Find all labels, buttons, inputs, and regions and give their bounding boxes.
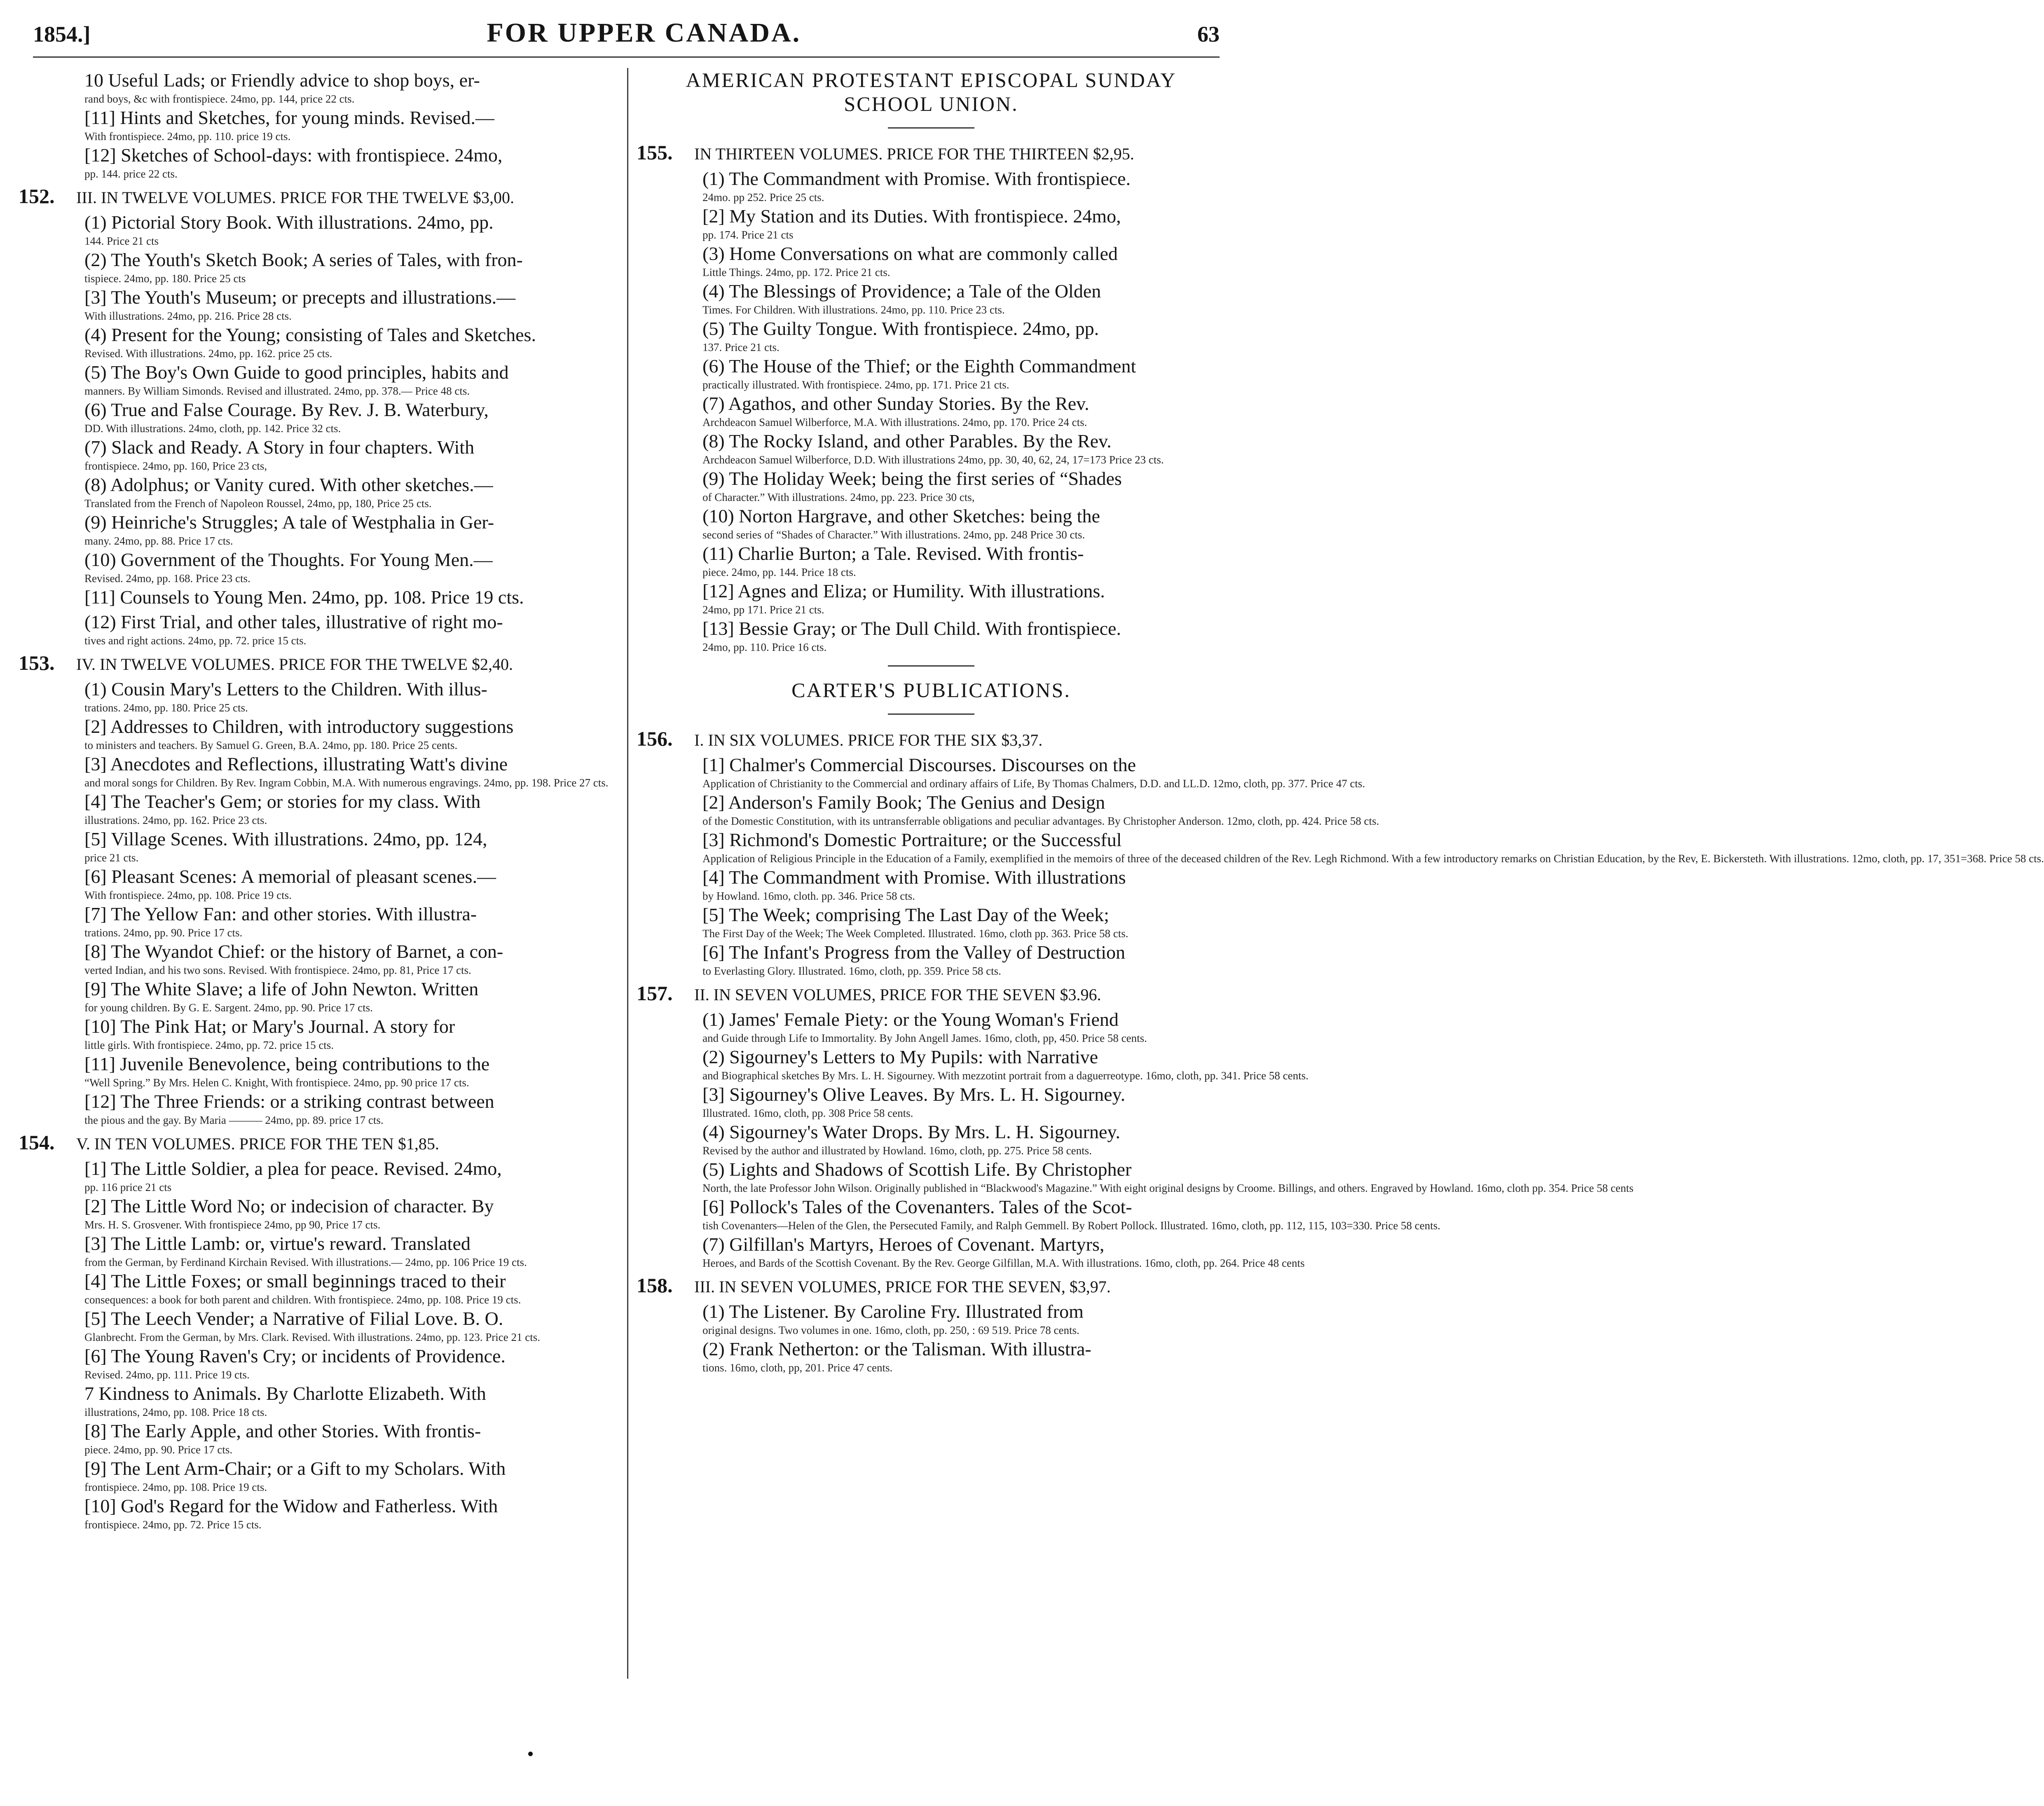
text-line: (2) Sigourney's Letters to My Pupils: with Narrative [702, 1046, 1098, 1067]
text-line: (12) First Trial, and other tales, illustrative of right mo- [84, 611, 503, 632]
column-divider [627, 68, 628, 1679]
text-line: [2] My Station and its Duties. With frontispiece. 24mo, [702, 206, 1121, 227]
text-line: [2] The Little Word No; or indecision of character. By [84, 1195, 494, 1216]
text-line: tives and right actions. 24mo, pp. 72. price 15 cts. [84, 634, 307, 647]
text-line: [3] The Youth's Museum; or precepts and illustrations.— [84, 287, 516, 308]
text-line: of Character.” With illustrations. 24mo, pp. 223. Price 30 cts, [702, 491, 975, 503]
section-title: III. IN SEVEN VOLUMES, PRICE FOR THE SEVEN, $3,97. [694, 1277, 1111, 1296]
text-line: [4] The Little Foxes; or small beginnings traced to their [84, 1270, 506, 1291]
horizontal-rule [888, 127, 974, 129]
section-number: 156. [637, 727, 673, 750]
text-line: [13] Bessie Gray; or The Dull Child. With frontispiece. [702, 618, 1121, 639]
text-line: (10) Norton Hargrave, and other Sketches: being the [702, 505, 1100, 526]
text-line: (8) Adolphus; or Vanity cured. With other sketches.— [84, 474, 493, 495]
text-line: (6) The House of the Thief; or the Eighth Commandment [702, 356, 1136, 377]
text-line: (1) Cousin Mary's Letters to the Children. With illus- [84, 678, 487, 699]
text-line: [8] The Early Apple, and other Stories. With frontis- [84, 1420, 481, 1441]
text-line: [2] Addresses to Children, with introductory suggestions [84, 716, 514, 737]
text-line: manners. By William Simonds. Revised and illustrated. 24mo, pp. 378.— Price 48 cts. [84, 385, 470, 397]
text-line: (10) Government of the Thoughts. For Young Men.— [84, 549, 493, 570]
text-line: Little Things. 24mo, pp. 172. Price 21 cts. [702, 266, 890, 278]
section-heading [637, 1273, 1226, 1299]
section-title-heading: CARTER'S PUBLICATIONS. [791, 678, 1071, 702]
text-line: Glanbrecht. From the German, by Mrs. Clark. Revised. With illustrations. 24mo, pp. 123. Price 21 cts. [84, 1331, 541, 1343]
section-heading [19, 184, 624, 210]
section-number: 157. [637, 982, 673, 1005]
text-line: trations. 24mo, pp. 90. Price 17 cts. [84, 926, 243, 939]
text-line: and moral songs for Children. By Rev. Ingram Cobbin, M.A. With numerous engravings. 24mo, pp. 198. Price 27 cts. [84, 777, 609, 789]
text-line: 24mo. pp 252. Price 25 cts. [702, 191, 824, 204]
text-line: [6] Pleasant Scenes: A memorial of pleasant scenes.— [84, 866, 496, 887]
text-line: illustrations. 24mo, pp. 162. Price 23 cts. [84, 814, 267, 826]
text-line: pp. 144. price 22 cts. [84, 168, 178, 180]
section-number: 154. [19, 1131, 55, 1154]
text-line: 24mo, pp 171. Price 21 cts. [702, 604, 824, 616]
text-line: The First Day of the Week; The Week Completed. Illustrated. 16mo, cloth pp. 363. Price 58 cts. [702, 927, 1129, 940]
text-line: pp. 116 price 21 cts [84, 1181, 172, 1193]
text-line: of the Domestic Constitution, with its untransferrable obligations and peculiar advantages. By Christopher Anderson. 12mo, cloth, pp. 424. Price 58 cts. [702, 815, 1379, 827]
text-line: and Guide through Life to Immortality. By John Angell James. 16mo, cloth, pp, 450. Price 58 cents. [702, 1032, 1147, 1044]
text-line: [10] God's Regard for the Widow and Fatherless. With [84, 1495, 498, 1516]
section-number: 158. [637, 1274, 673, 1297]
text-line: pp. 174. Price 21 cts [702, 229, 794, 241]
text-line: [5] The Leech Vender; a Narrative of Filial Love. B. O. [84, 1308, 503, 1329]
section-title-heading: AMERICAN PROTESTANT EPISCOPAL SUNDAY [686, 68, 1177, 91]
section-title: IN THIRTEEN VOLUMES. PRICE FOR THE THIRTEEN $2,95. [694, 145, 1134, 163]
text-line: by Howland. 16mo, cloth. pp. 346. Price 58 cts. [702, 890, 915, 902]
text-line: piece. 24mo, pp. 144. Price 18 cts. [702, 566, 856, 578]
text-line: [5] Village Scenes. With illustrations. 24mo, pp. 124, [84, 828, 487, 849]
section-title: III. IN TWELVE VOLUMES. PRICE FOR THE TWELVE $3,00. [76, 188, 514, 207]
text-line: [12] The Three Friends: or a striking contrast between [84, 1091, 494, 1112]
text-line: [1] The Little Soldier, a plea for peace. Revised. 24mo, [84, 1158, 502, 1179]
text-line: [11] Counsels to Young Men. 24mo, pp. 108. Price 19 cts. [84, 587, 524, 608]
text-line: little girls. With frontispiece. 24mo, pp. 72. price 15 cts. [84, 1039, 334, 1051]
text-line: consequences: a book for both parent and children. With frontispiece. 24mo, pp. 108. Price 19 cts. [84, 1294, 521, 1306]
section-title-heading: SCHOOL UNION. [844, 92, 1018, 115]
page-header [33, 17, 1220, 58]
header-title: FOR UPPER CANADA. [487, 18, 801, 48]
text-line: [11] Juvenile Benevolence, being contributions to the [84, 1053, 490, 1074]
text-line: rand boys, &c with frontispiece. 24mo, pp. 144, price 22 cts. [84, 93, 355, 105]
text-line: (2) The Youth's Sketch Book; A series of Tales, with fron- [84, 249, 523, 270]
section-title: II. IN SEVEN VOLUMES, PRICE FOR THE SEVEN $3.96. [694, 985, 1101, 1004]
text-line: (1) Pictorial Story Book. With illustrations. 24mo, pp. [84, 212, 494, 233]
text-line: [12] Sketches of School-days: with frontispiece. 24mo, [84, 145, 503, 166]
text-line: (5) The Guilty Tongue. With frontispiece. 24mo, pp. [702, 318, 1099, 339]
text-line: Application of Christianity to the Commercial and ordinary affairs of Life, By Thomas Chalmers, D.D. and LL.D. 12mo, cloth, pp. 377. Price 47 cts. [702, 777, 1365, 790]
text-line: (2) Frank Netherton: or the Talisman. With illustra- [702, 1338, 1091, 1359]
text-line: tions. 16mo, cloth, pp, 201. Price 47 cents. [702, 1362, 893, 1374]
right-column [637, 68, 2044, 1374]
section-number: 152. [19, 185, 55, 208]
text-line: [3] Richmond's Domestic Portraiture; or the Successful [702, 829, 1122, 850]
text-line: Archdeacon Samuel Wilberforce, D.D. With illustrations 24mo, pp. 30, 40, 62, 24, 17=173 Price 23 cts. [702, 454, 1164, 466]
footer-dot [528, 1752, 533, 1756]
text-line: [6] The Infant's Progress from the Valley of Destruction [702, 942, 1126, 963]
text-line: (1) James' Female Piety: or the Young Woman's Friend [702, 1009, 1119, 1030]
section-title: IV. IN TWELVE VOLUMES. PRICE FOR THE TWELVE $2,40. [76, 655, 513, 674]
text-line: [3] Anecdotes and Reflections, illustrating Watt's divine [84, 753, 508, 774]
text-line: the pious and the gay. By Maria ——— 24mo, pp. 89. price 17 cts. [84, 1114, 384, 1126]
text-line: piece. 24mo, pp. 90. Price 17 cts. [84, 1443, 233, 1456]
text-line: (6) True and False Courage. By Rev. J. B. Waterbury, [84, 399, 489, 420]
text-line: Revised by the author and illustrated by Howland. 16mo, cloth, pp. 275. Price 58 cents. [702, 1144, 1092, 1157]
text-line: (9) Heinriche's Struggles; A tale of Westphalia in Ger- [84, 512, 494, 533]
text-line: [9] The Lent Arm-Chair; or a Gift to my Scholars. With [84, 1458, 506, 1479]
text-line: [4] The Teacher's Gem; or stories for my class. With [84, 791, 481, 812]
text-line: second series of “Shades of Character.” With illustrations. 24mo, pp. 248 Price 30 cts. [702, 529, 1085, 541]
text-line: practically illustrated. With frontispiece. 24mo, pp. 171. Price 21 cts. [702, 379, 1009, 391]
text-line: (7) Gilfillan's Martyrs, Heroes of Covenant. Martyrs, [702, 1234, 1105, 1255]
text-line: (1) The Listener. By Caroline Fry. Illustrated from [702, 1301, 1084, 1322]
text-line: [7] The Yellow Fan: and other stories. With illustra- [84, 903, 477, 924]
section-title: V. IN TEN VOLUMES. PRICE FOR THE TEN $1,85. [76, 1135, 439, 1153]
horizontal-rule [888, 665, 974, 667]
text-line: (4) Sigourney's Water Drops. By Mrs. L. H. Sigourney. [702, 1121, 1120, 1142]
section-heading [19, 650, 624, 677]
section-number: 155. [637, 141, 673, 164]
text-line: (9) The Holiday Week; being the first series of “Shades [702, 468, 1122, 489]
text-line: Archdeacon Samuel Wilberforce, M.A. With illustrations. 24mo, pp. 170. Price 24 cts. [702, 416, 1087, 428]
text-line: for young children. By G. E. Sargent. 24mo, pp. 90. Price 17 cts. [84, 1001, 373, 1014]
text-line: [1] Chalmer's Commercial Discourses. Discourses on the [702, 754, 1136, 775]
section-number: 153. [19, 651, 55, 674]
text-line: [5] The Week; comprising The Last Day of the Week; [702, 904, 1109, 925]
text-line: 144. Price 21 cts [84, 235, 159, 247]
text-line: 10 Useful Lads; or Friendly advice to shop boys, er- [84, 70, 480, 91]
text-line: [6] The Young Raven's Cry; or incidents of Providence. [84, 1345, 506, 1366]
text-line: (7) Slack and Ready. A Story in four chapters. With [84, 437, 475, 458]
page-number: 63 [1197, 22, 1220, 47]
text-line: frontispiece. 24mo, pp. 72. Price 15 cts. [84, 1518, 262, 1531]
text-line: (8) The Rocky Island, and other Parables. By the Rev. [702, 430, 1112, 452]
text-line: tish Covenanters—Helen of the Glen, the Persecuted Family, and Ralph Gemmell. By Robert Pollock. Illustrated. 16mo, cloth, pp. 112, 115, 103=330. Price 58 cents. [702, 1219, 1440, 1232]
text-line: [6] Pollock's Tales of the Covenanters. Tales of the Scot- [702, 1196, 1132, 1217]
text-line: (3) Home Conversations on what are commonly called [702, 243, 1118, 264]
text-line: (4) Present for the Young; consisting of Tales and Sketches. [84, 324, 536, 345]
text-line: North, the late Professor John Wilson. Originally published in “Blackwood's Magazine.” With eight original designs by Croome. Billings, and others. Engraved by Howland. 16mo, cloth pp. 354. Price 58 cents [702, 1182, 1634, 1194]
text-line: trations. 24mo, pp. 180. Price 25 cts. [84, 702, 248, 714]
left-column [19, 68, 624, 1531]
text-line: frontispiece. 24mo, pp. 160, Price 23 cts, [84, 460, 267, 472]
text-line: frontispiece. 24mo, pp. 108. Price 19 cts. [84, 1481, 267, 1493]
text-line: (11) Charlie Burton; a Tale. Revised. With frontis- [702, 543, 1084, 564]
text-line: Mrs. H. S. Grosvener. With frontispiece 24mo, pp 90, Price 17 cts. [84, 1219, 381, 1231]
text-line: With frontispiece. 24mo, pp. 110. price 19 cts. [84, 130, 291, 143]
text-line: (7) Agathos, and other Sunday Stories. By the Rev. [702, 393, 1089, 414]
text-line: and Biographical sketches By Mrs. L. H. Sigourney. With mezzotint portrait from a daguerreotype. 16mo, cloth, pp. 341. Price 58 cents. [702, 1069, 1309, 1082]
text-line: Heroes, and Bards of the Scottish Covenant. By the Rev. George Gilfillan, M.A. With illustrations. 16mo, cloth, pp. 264. Price 48 cents [702, 1257, 1305, 1269]
section-heading [637, 981, 1226, 1007]
section-heading [637, 140, 1226, 166]
text-line: 7 Kindness to Animals. By Charlotte Elizabeth. With [84, 1383, 486, 1404]
text-line: [12] Agnes and Eliza; or Humility. With illustrations. [702, 580, 1105, 601]
text-line: many. 24mo, pp. 88. Price 17 cts. [84, 535, 233, 547]
text-line: With illustrations. 24mo, pp. 216. Price 28 cts. [84, 310, 292, 322]
text-line: [4] The Commandment with Promise. With illustrations [702, 867, 1126, 888]
text-line: Revised. With illustrations. 24mo, pp. 162. price 25 cts. [84, 347, 332, 360]
text-line: [10] The Pink Hat; or Mary's Journal. A story for [84, 1016, 455, 1037]
text-line: With frontispiece. 24mo, pp. 108. Price 19 cts. [84, 889, 292, 901]
text-line: Revised. 24mo, pp. 168. Price 23 cts. [84, 572, 251, 585]
text-line: from the German, by Ferdinand Kirchain Revised. With illustrations.— 24mo, pp. 106 Price 19 cts. [84, 1256, 527, 1268]
section-heading [19, 1130, 624, 1156]
text-line: Revised. 24mo, pp. 111. Price 19 cts. [84, 1369, 250, 1381]
text-line: “Well Spring.” By Mrs. Helen C. Knight, With frontispiece. 24mo, pp. 90 price 17 cts. [84, 1076, 469, 1089]
text-line: Times. For Children. With illustrations. 24mo, pp. 110. Price 23 cts. [702, 304, 1005, 316]
text-line: illustrations, 24mo, pp. 108. Price 18 cts. [84, 1406, 267, 1418]
text-line: (1) The Commandment with Promise. With frontispiece. [702, 168, 1131, 189]
text-line: Illustrated. 16mo, cloth, pp. 308 Price 58 cents. [702, 1107, 913, 1119]
horizontal-rule [888, 714, 974, 715]
text-line: [8] The Wyandot Chief: or the history of Barnet, a con- [84, 941, 503, 962]
text-line: (4) The Blessings of Providence; a Tale of the Olden [702, 281, 1101, 302]
text-line: [3] Sigourney's Olive Leaves. By Mrs. L. H. Sigourney. [702, 1084, 1126, 1105]
text-line: Application of Religious Principle in the Education of a Family, exemplified in the memoirs of three of the deceased children of the Rev. Legh Richmond. With a few introductory remarks on Christian Education, by the Rev, E. Bickersteth. With illustrations. 12mo, cloth, pp. 17, 351=368. Price 58 cts. [702, 852, 2044, 865]
text-line: to ministers and teachers. By Samuel G. Green, B.A. 24mo, pp. 180. Price 25 cents. [84, 739, 458, 751]
text-line: verted Indian, and his two sons. Revised. With frontispiece. 24mo, pp. 81, Price 17 cts. [84, 964, 471, 976]
text-line: [2] Anderson's Family Book; The Genius and Design [702, 792, 1105, 813]
text-line: tispiece. 24mo, pp. 180. Price 25 cts [84, 272, 246, 285]
text-line: original designs. Two volumes in one. 16mo, cloth, pp. 250, : 69 519. Price 78 cents. [702, 1324, 1079, 1336]
text-line: (5) Lights and Shadows of Scottish Life. By Christopher [702, 1159, 1132, 1180]
text-line: (5) The Boy's Own Guide to good principles, habits and [84, 362, 509, 383]
text-line: 24mo, pp. 110. Price 16 cts. [702, 641, 827, 653]
text-line: DD. With illustrations. 24mo, cloth, pp. 142. Price 32 cts. [84, 422, 341, 435]
section-title: I. IN SIX VOLUMES. PRICE FOR THE SIX $3,37. [694, 731, 1043, 749]
text-line: price 21 cts. [84, 852, 139, 864]
section-heading [637, 726, 1226, 753]
text-line: 137. Price 21 cts. [702, 341, 780, 353]
text-line: to Everlasting Glory. Illustrated. 16mo, cloth, pp. 359. Price 58 cts. [702, 965, 1001, 977]
text-line: Translated from the French of Napoleon Roussel, 24mo, pp, 180, Price 25 cts. [84, 497, 432, 510]
header-year: 1854.] [33, 22, 91, 47]
text-line: [11] Hints and Sketches, for young minds. Revised.— [84, 107, 494, 128]
text-line: [9] The White Slave; a life of John Newton. Written [84, 978, 479, 999]
text-line: [3] The Little Lamb: or, virtue's reward. Translated [84, 1233, 471, 1254]
